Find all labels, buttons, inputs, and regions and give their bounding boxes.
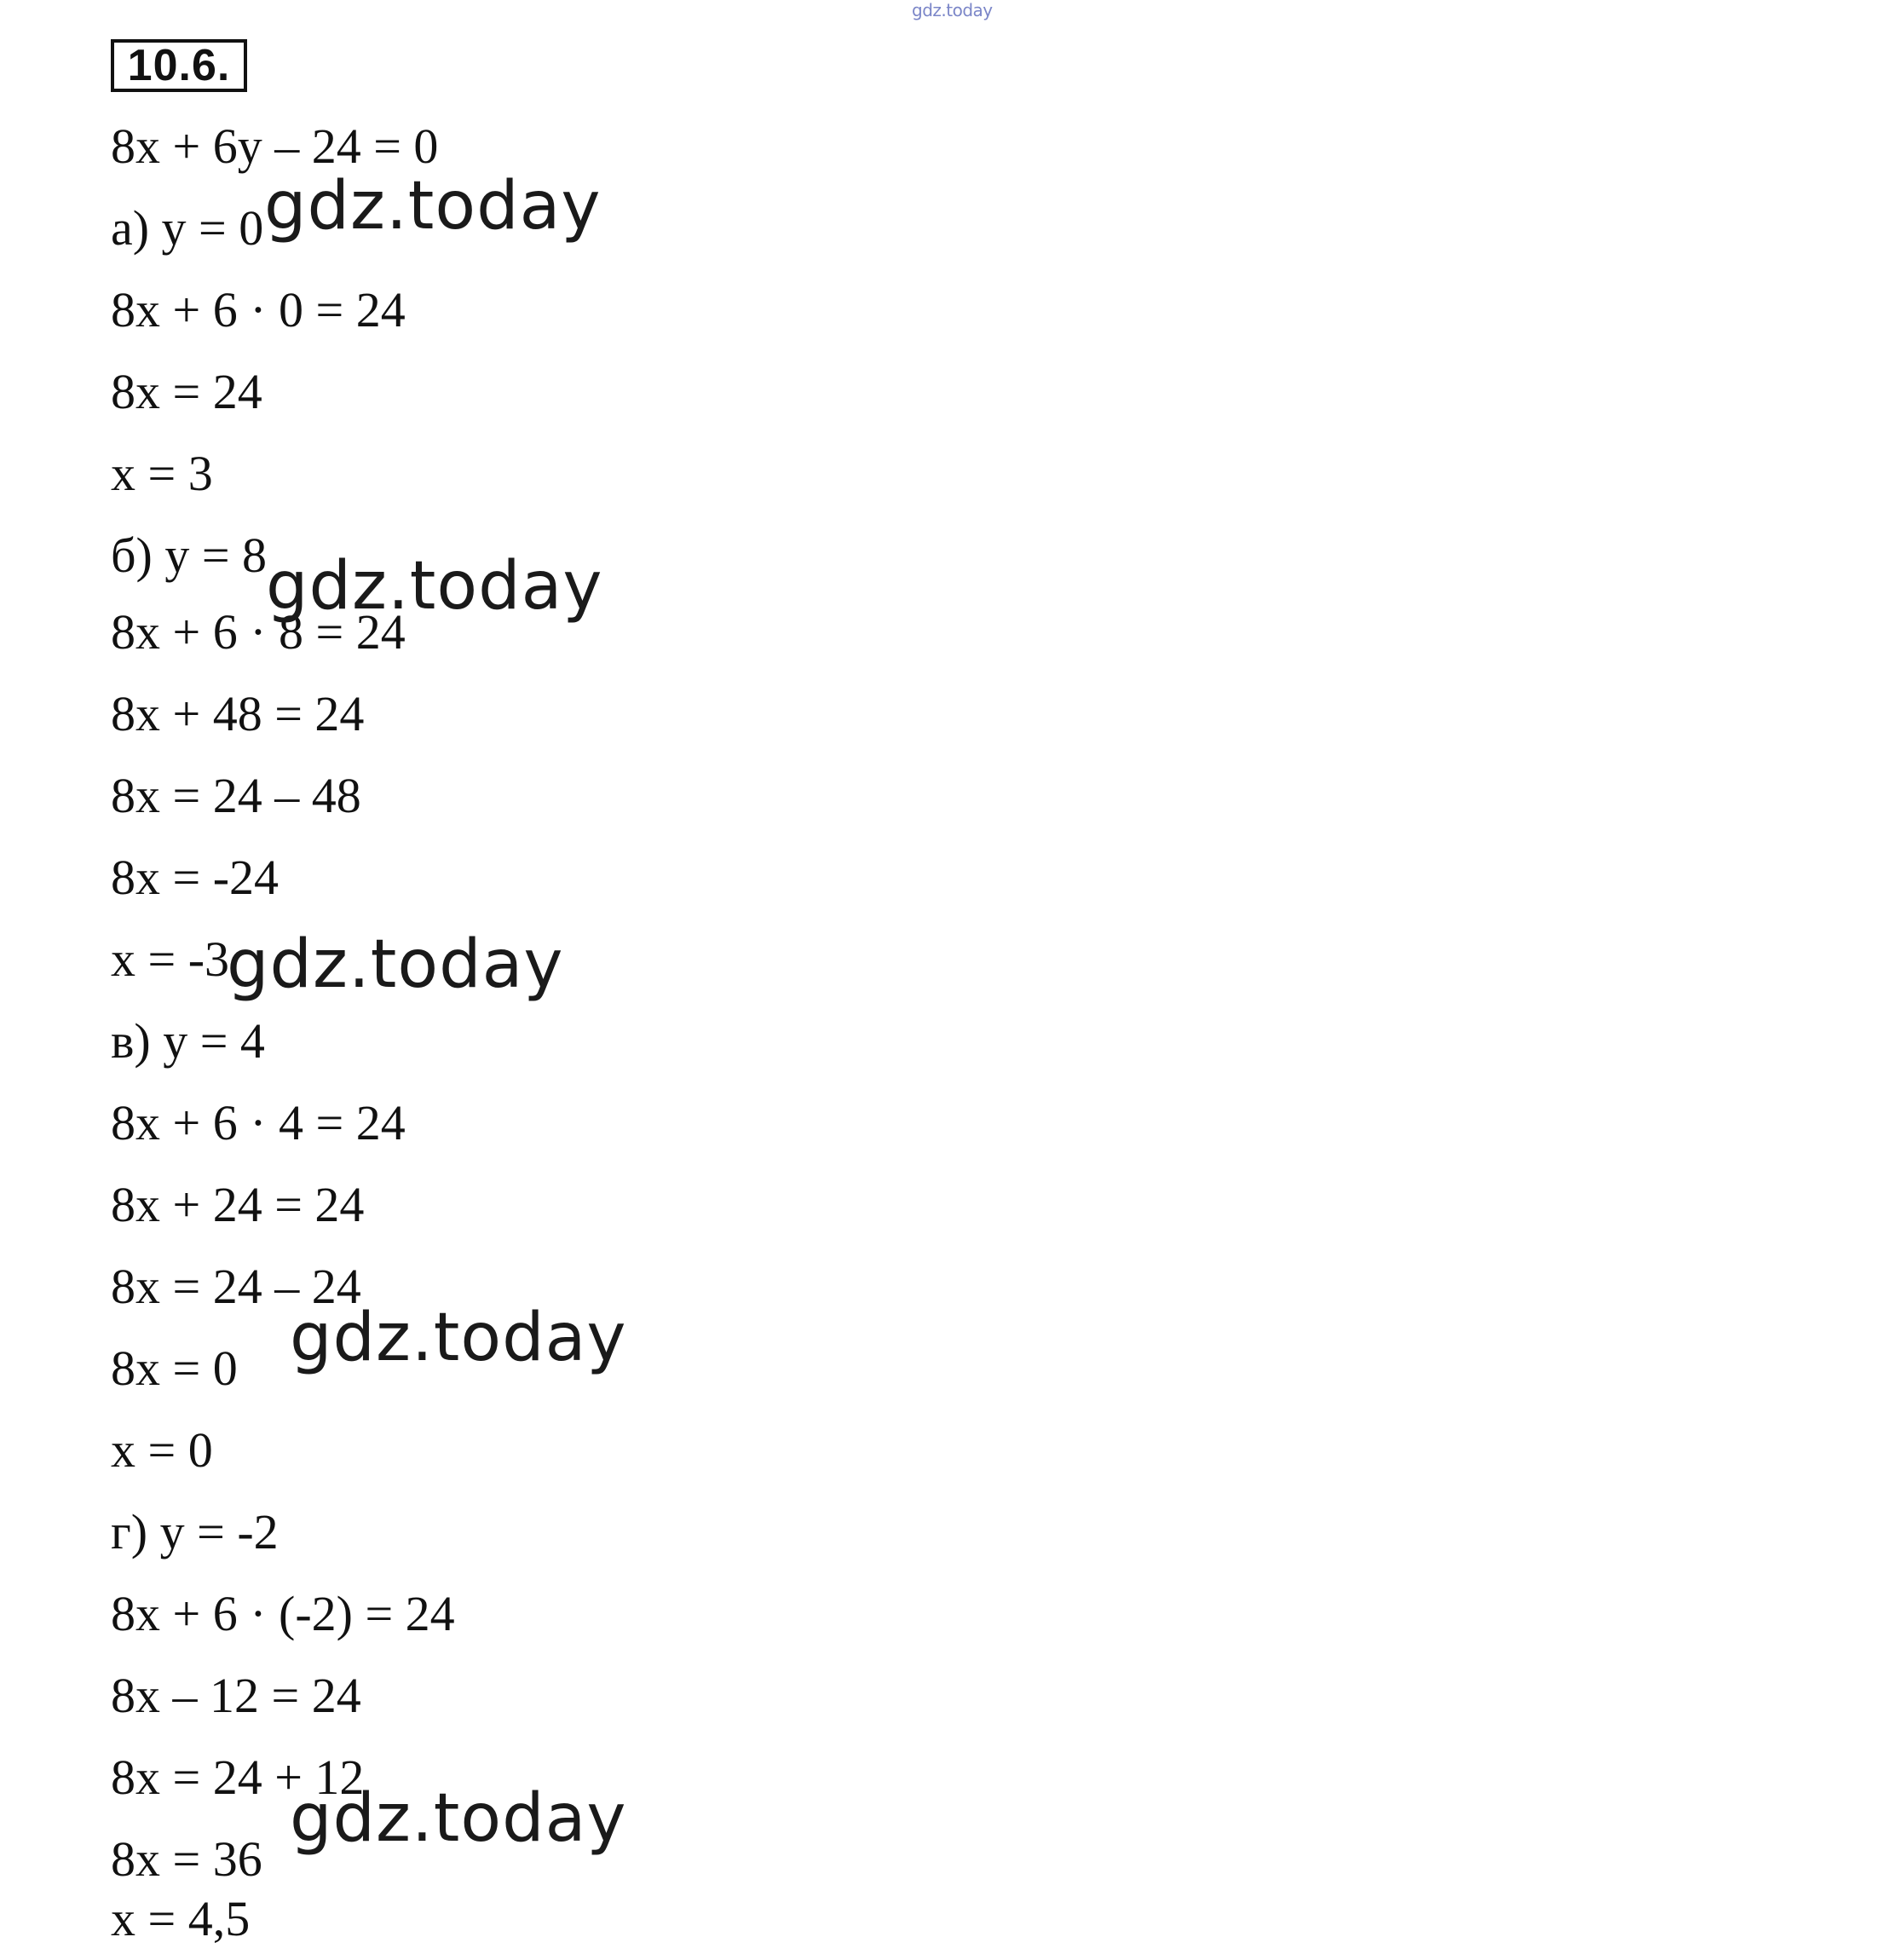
case-v-step-3: 8x = 24 – 24 [111, 1259, 361, 1314]
watermark: gdz.today [266, 548, 603, 625]
case-b-step-2: 8x + 48 = 24 [111, 686, 365, 741]
case-a-result: x = 3 [111, 446, 213, 501]
case-a-label: а) y = 0 [111, 200, 264, 256]
watermark: gdz.today [264, 168, 602, 245]
case-v-label: в) y = 4 [111, 1013, 265, 1069]
case-b-result: x = -3 [111, 931, 230, 987]
watermark: gdz.today [227, 926, 564, 1003]
case-g-step-3: 8x = 24 + 12 [111, 1750, 365, 1805]
watermark: gdz.today [290, 1780, 627, 1857]
case-g-result: x = 4,5 [111, 1891, 251, 1946]
case-v-step-4: 8x = 0 [111, 1340, 238, 1396]
case-v-result: x = 0 [111, 1422, 213, 1478]
watermark: gdz.today [290, 1300, 627, 1376]
case-b-step-1: 8x + 6 · 8 = 24 [111, 604, 406, 660]
case-a-step-2: 8x = 24 [111, 364, 262, 419]
case-g-label: г) y = -2 [111, 1504, 279, 1559]
problem-number-box: 10.6. [111, 39, 247, 92]
case-b-label: б) y = 8 [111, 527, 268, 583]
case-a-step-1: 8x + 6 · 0 = 24 [111, 282, 406, 337]
case-g-step-2: 8x – 12 = 24 [111, 1668, 361, 1723]
case-v-step-1: 8x + 6 · 4 = 24 [111, 1095, 406, 1150]
equation-main: 8x + 6y – 24 = 0 [111, 118, 439, 174]
case-v-step-2: 8x + 24 = 24 [111, 1177, 365, 1232]
case-g-step-4: 8x = 36 [111, 1831, 262, 1887]
case-b-step-3: 8x = 24 – 48 [111, 768, 361, 823]
top-watermark: gdz.today [912, 0, 993, 20]
case-g-step-1: 8x + 6 · (-2) = 24 [111, 1586, 455, 1641]
case-b-step-4: 8x = -24 [111, 850, 280, 905]
